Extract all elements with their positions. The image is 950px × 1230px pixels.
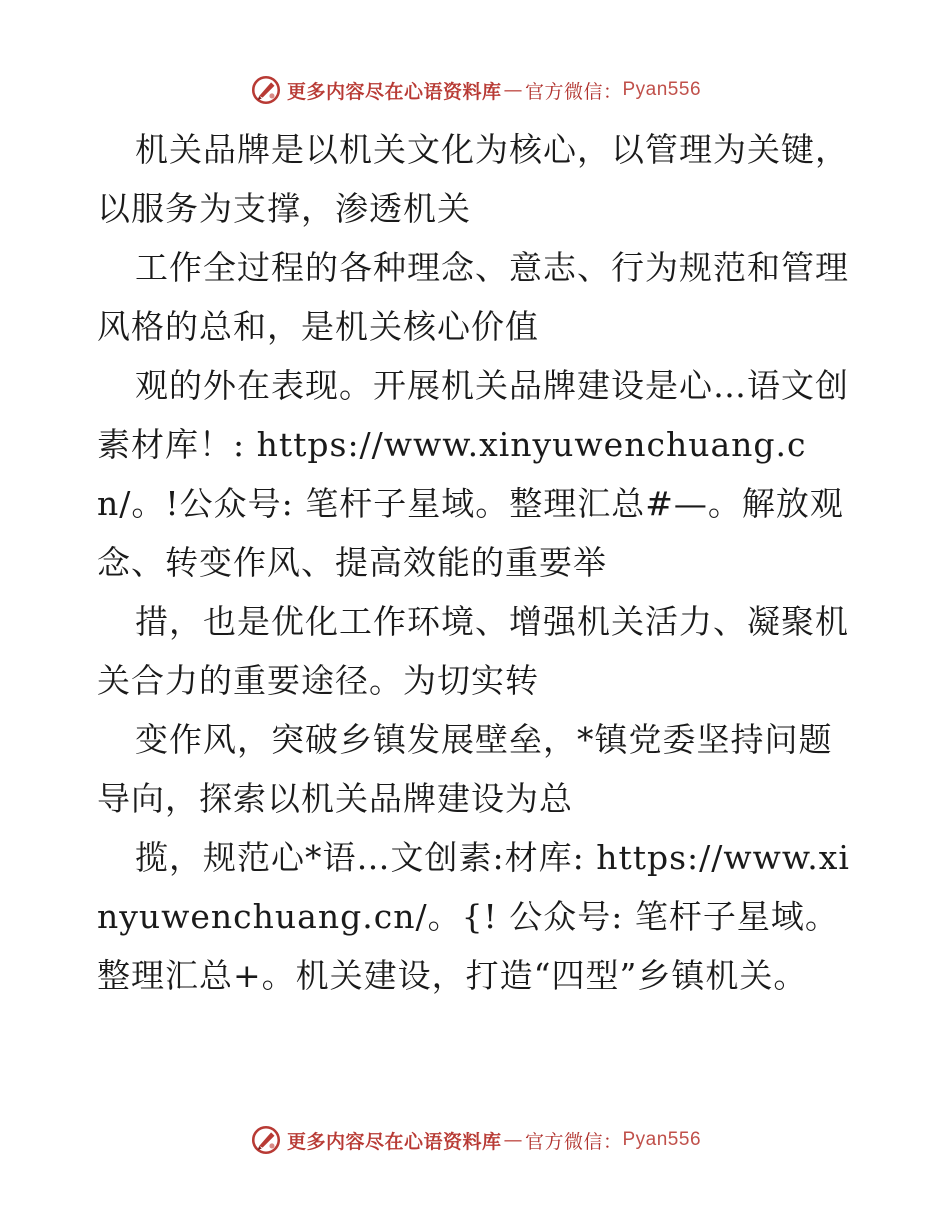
banner-slogan: 更多内容尽在心语资料库 [286, 1130, 502, 1153]
paragraph: 工作全过程的各种理念、意志、行为规范和管理风格的总和，是机关核心价值 [97, 248, 849, 346]
wechat-label: 官方微信： [524, 1130, 623, 1153]
paragraph: 机关品牌是以机关文化为核心，以管理为关键，以服务为支撑，渗透机关 [97, 130, 849, 228]
document-body [97, 120, 857, 1005]
banner-slogan: 更多内容尽在心语资料库 [286, 80, 502, 103]
banner-separator: — [503, 79, 523, 101]
banner-separator: — [503, 1129, 523, 1151]
footer-banner [0, 1120, 950, 1160]
pen-nib-logo-icon [249, 73, 283, 107]
wechat-label: 官方微信： [524, 80, 623, 103]
wechat-id: Pyan556 [622, 79, 702, 100]
paragraph: 观的外在表现。开展机关品牌建设是心…语文创素材库！: https://www.xinyuwenchuang.cn/。!公众号: 笔杆子星域。整理汇总#—。解放观念、转变作风、提高效能的重要举 [97, 366, 849, 582]
pen-nib-logo-icon [249, 1123, 283, 1157]
header-banner [0, 70, 950, 110]
paragraph: 揽，规范心*语…文创素:材库: https://www.xinyuwenchuang.cn/。{! 公众号: 笔杆子星域。整理汇总+。机关建设，打造“四型”乡镇机关。 [97, 838, 850, 995]
paragraph: 措，也是优化工作环境、增强机关活力、凝聚机关合力的重要途径。为切实转 [97, 602, 849, 700]
wechat-id: Pyan556 [622, 1129, 702, 1150]
paragraph: 变作风，突破乡镇发展壁垒，*镇党委坚持问题导向，探索以机关品牌建设为总 [97, 720, 833, 818]
